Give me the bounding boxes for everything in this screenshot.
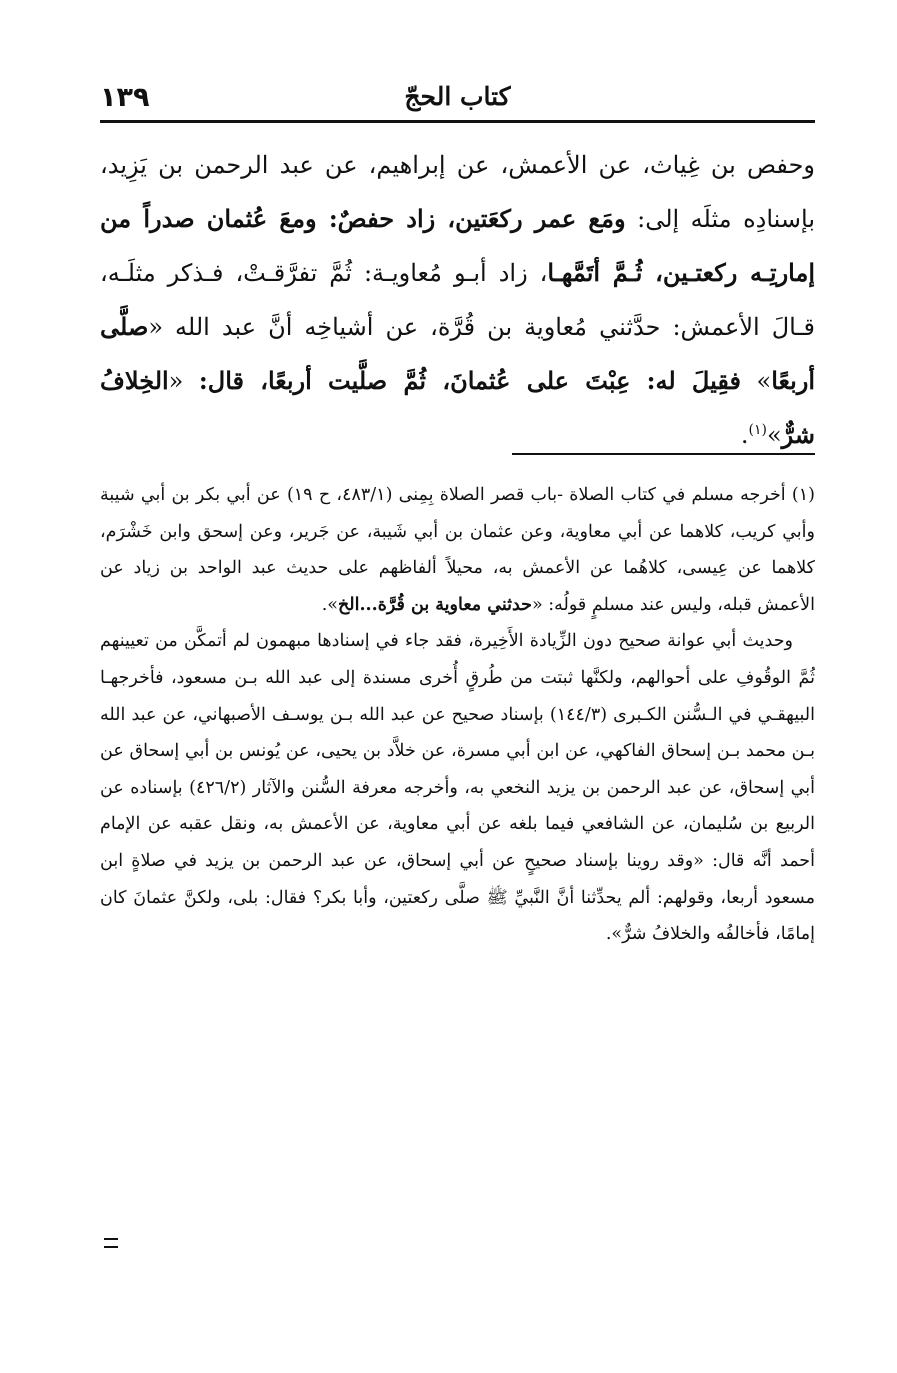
main-text-segment: ، زاد أبـو مُعاويـة: ثُمَّ تفرَّقـتْ، فـذكر مثلَـه، قـالَ الأعمش: حدَّثني مُعاوية بن قُرَّة، عن أشياخِه أنَّ عبد الله « <box>100 259 815 341</box>
main-text <box>100 138 815 462</box>
footnote-marker[interactable]: (١) <box>748 422 767 438</box>
footnote-text: (١) أخرجه مسلم في كتاب الصلاة -باب قصر الصلاة بِمِنى (٤٨٣/١، ح ١٩) عن أبي بكر بن أبي شيبة وأبي كريب، كلاهما عن أبي معاوية، وعن عثمان بن أبي شَيبة، عن جَرير، وعن إسحق وابن خَشْرَم، كلاهما عن عِيسى، كلاهُما عن الأعمش به، محيلاً ألفاظهم على حديث عبد الواحد بن زياد عن الأعمش قبله، وليس عند مسلمٍ قولُه: « <box>100 485 815 615</box>
main-text-bold-segment: صلَّى أربعًا <box>100 312 816 395</box>
footnote-1 <box>100 477 815 623</box>
page-number: ١٣٩ <box>100 82 150 113</box>
running-title: كتاب الحجّ <box>404 82 511 111</box>
main-text-segment: وحفص بن غِياث، عن الأعمش، عن إبراهيم، عن عبد الرحمن بن يَزِيد، بإسنادِه مثلَه إلى: <box>100 151 815 233</box>
continuation-mark <box>104 1238 118 1248</box>
header-rule <box>100 120 815 123</box>
main-text-bold-segment: ومَع عمر ركعَتين، زاد حفصٌ: ومعَ عُثمان صدراً من إمارتِـه ركعتـين، ثُـمَّ أتَمَّهـا <box>100 204 816 287</box>
main-text-segment: » <box>740 367 772 395</box>
footnotes <box>100 477 815 953</box>
main-text-segment: » <box>766 421 782 449</box>
footnote-separator <box>512 453 815 455</box>
footnote-bold-text: حدثني معاوية بن قُرَّة...الخ <box>337 594 532 615</box>
footnote-paragraph: وحديث أبي عوانة صحيح دون الزِّيادة الأَخِيرة، فقد جاء في إسنادها مبهمون لم أتمكَّن من تعيينهم ثُمَّ الوقُوفِ على أحوالهم، ولكنَّها ثبتت من طُرقٍ أُخرى مسندة إلى عبد الله بـن مسعود، فأخرجهـا البيهقـي في الـسُّنن الكـبرى (١٤٤/٣) بإسناد صحيح عن عبد الله بـن يوسـف الأصبهاني، عن عبد الله بـن محمد بـن إسحاق الفاكهي، عن ابن أبي مسرة، عن خلاَّد بن يحيى، عن يُونس بن أبي إسحاق عن أبي إسحاق، عن عبد الرحمن بن يزيد النخعي به، وأخرجه معرفة السُّنن والآثار (٤٢٦/٢) بإسناده عن الربيع بن سُليمان، عن الشافعي فيما بلغه عن أبي معاوية، عن الأعمش به، ونقل عقبه عن الإمام أحمد أنَّه قال: «وقد روينا بإسناد صحيحٍ عن أبي إسحاق، عن عبد الرحمن بن يزيد في صلاةٍ ابن مسعود أربعا، وقولهم: ألم يحدِّثنا أنَّ النَّبيِّ ﷺ صلَّى ركعتين، وأبا بكر؟ فقال: بلى، ولكنَّ عثمانَ كان إمامًا، فأخالفُه والخلافُ شرٌّ». <box>100 631 815 945</box>
footnote-text: ». <box>321 594 338 615</box>
main-text-bold-segment: الخِلافُ شرٌّ <box>100 366 815 449</box>
main-text-segment: . <box>740 421 749 449</box>
page-header <box>100 78 815 122</box>
main-text-bold-segment: فقِيلَ له: عِبْتَ على عُثمانَ، ثُمَّ صلَّيت أربعًا، قال: <box>198 366 741 395</box>
main-text-segment: « <box>168 367 199 395</box>
